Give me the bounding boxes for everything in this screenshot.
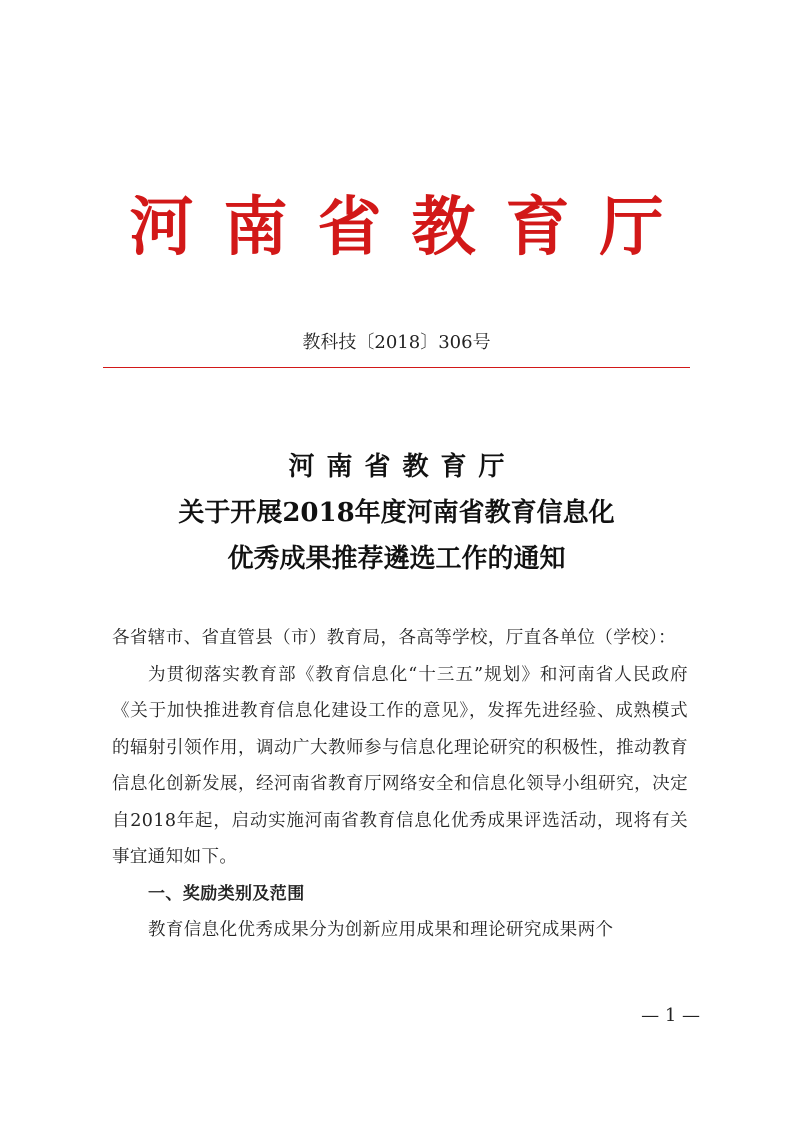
title-line-3: 优秀成果推荐遴选工作的通知 [227, 544, 566, 574]
section-heading-1: 一、奖励类别及范围 [148, 883, 305, 904]
title-line-1: 河南省教育厅 [288, 452, 517, 482]
paragraph-2: 教育信息化优秀成果分为创新应用成果和理论研究成果两个 [148, 920, 614, 940]
body-text [112, 620, 688, 949]
red-divider-line [103, 367, 690, 368]
masthead-title: 河南省教育厅 [129, 190, 694, 265]
document-number: 教科技〔2018〕306号 [302, 332, 491, 353]
title-line-2: 关于开展2018年度河南省教育信息化 [178, 498, 615, 528]
page-number: — 1 — [641, 1005, 700, 1026]
salutation: 各省辖市、省直管县（市）教育局，各高等学校，厅直各单位（学校）： [112, 628, 677, 648]
notice-title [0, 444, 793, 582]
paragraph-1: 为贯彻落实教育部《教育信息化“十三五”规划》和河南省人民政府《关于加快推进教育信息化建设工作的意见》，发挥先进经验、成熟模式的辐射引领作用，调动广大教师参与信息化理论研究的积极性，推动教育信息化创新发展，经河南省教育厅网络安全和信息化领导小组研究，决定自2018年起，启动实施河南省教育信息化优秀成果评选活动，现将有关事宜通知如下。 [112, 664, 688, 867]
